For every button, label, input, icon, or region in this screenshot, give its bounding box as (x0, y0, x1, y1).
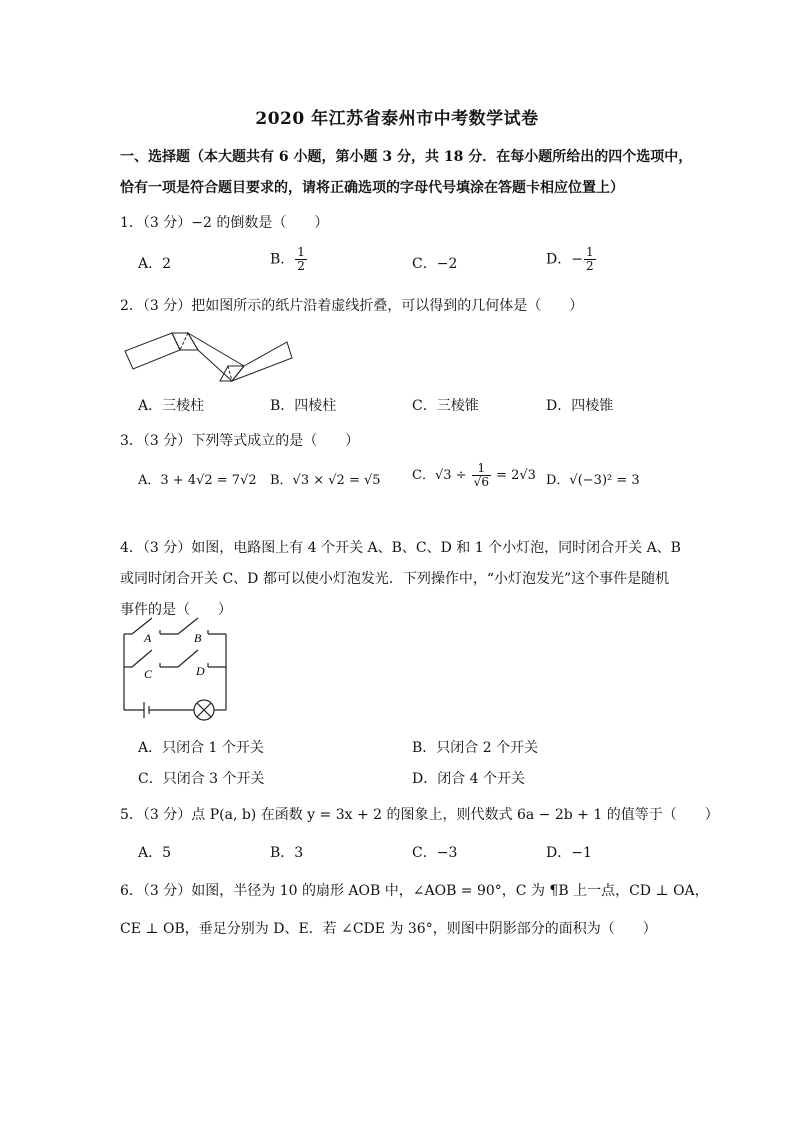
fold-lines (172, 333, 244, 381)
q2-option-b: B．四棱柱 (270, 398, 337, 414)
q2-option-d: D．四棱锥 (546, 398, 614, 414)
q6-line1: 6．（3 分）如图，半径为 10 的扇形 AOB 中，∠AOB = 90°，C 为 ¶B 上一点，CD ⊥ OA， (120, 883, 709, 899)
q1-b-numerator: 1 (297, 245, 305, 259)
q3-option-c-tail: = 2√3 (491, 468, 536, 483)
net-face-2 (172, 333, 198, 350)
q4-option-a: A．只闭合 1 个开关 (138, 740, 264, 756)
switch-c (132, 650, 152, 667)
q1-option-d-fraction (584, 246, 596, 273)
q2-option-a: A．三棱柱 (138, 398, 205, 414)
circuit-diagram (118, 612, 233, 722)
switch-b-label: B (194, 631, 202, 645)
q4-line1: 4．（3 分）如图，电路图上有 4 个开关 A、B、C、D 和 1 个小灯泡，同时闭合开关 A、B (120, 540, 681, 556)
section-heading-line2: 恰有一项是符合题目要求的，请将正确选项的字母代号填涂在答题卡相应位置上） (120, 180, 624, 196)
q3-option-b: B．√3 × √2 = √5 (270, 473, 381, 488)
q5-stem: 5．（3 分）点 P(a, b) 在函数 y = 3x + 2 的图象上，则代数式 6a − 2b + 1 的值等于（ ） (120, 807, 719, 823)
q5-option-d: D．−1 (546, 845, 592, 861)
q1-d-denominator: 2 (585, 259, 594, 273)
switch-c-label: C (144, 667, 153, 681)
q4-option-c: C．只闭合 3 个开关 (138, 771, 265, 787)
q3-c-numerator: 1 (472, 462, 491, 476)
q1-option-c: C．−2 (412, 256, 458, 272)
q2-option-c: C．三棱锥 (412, 398, 479, 414)
q1-d-numerator: 1 (585, 245, 594, 259)
q3-option-a: A．3 + 4√2 = 7√2 (138, 473, 257, 488)
q1-option-d (546, 246, 597, 273)
switch-d (178, 650, 198, 667)
net-face-1 (125, 333, 180, 369)
q1-option-d-label: D．− (546, 251, 583, 268)
q3-stem: 3．（3 分）下列等式成立的是（ ） (120, 433, 360, 449)
q3-c-denominator: √6 (473, 475, 489, 489)
q1-option-b-fraction (295, 246, 307, 273)
q6-line2: CE ⊥ OB，垂足分别为 D、E．若 ∠CDE 为 36°，则图中阴影部分的面积为（ ） (120, 921, 657, 937)
q1-b-denominator: 2 (297, 259, 305, 273)
q5-option-a: A．5 (138, 845, 172, 861)
q4-option-b: B．只闭合 2 个开关 (412, 740, 539, 756)
q3-option-c-fraction (472, 462, 491, 489)
q4-option-d: D．闭合 4 个开关 (412, 771, 526, 787)
q5-option-b: B．3 (270, 845, 304, 861)
q1-option-b-label: B． (270, 251, 295, 268)
net-face-5 (232, 342, 292, 381)
net-face-3 (188, 333, 244, 381)
q4-line2: 或同时闭合开关 C、D 都可以使小灯泡发光．下列操作中，“小灯泡发光”这个事件是随机 (120, 571, 670, 587)
folding-net-figure (120, 325, 300, 385)
q5-option-c: C．−3 (412, 845, 458, 861)
switch-a-label: A (144, 631, 152, 645)
q4-line3: 事件的是（ ） (120, 602, 232, 618)
section-heading-line1: 一、选择题（本大题共有 6 小题，第小题 3 分，共 18 分．在每小题所给出的四个选项中， (120, 149, 693, 165)
q1-option-a: A．2 (138, 256, 172, 272)
q1-stem: 1．（3 分）−2 的倒数是（ ） (120, 215, 329, 231)
q2-stem: 2．（3 分）把如图所示的纸片沿着虚线折叠，可以得到的几何体是（ ） (120, 298, 584, 314)
q3-option-c-label: C．√3 ÷ (412, 468, 471, 483)
switch-d-label: D (196, 664, 205, 678)
net-face-4 (220, 366, 244, 381)
q3-option-c (412, 462, 536, 489)
q3-option-d: D．√(−3)² = 3 (546, 473, 640, 488)
q1-option-b (270, 246, 308, 273)
page-title: 2020 年江苏省泰州市中考数学试卷 (255, 109, 539, 129)
